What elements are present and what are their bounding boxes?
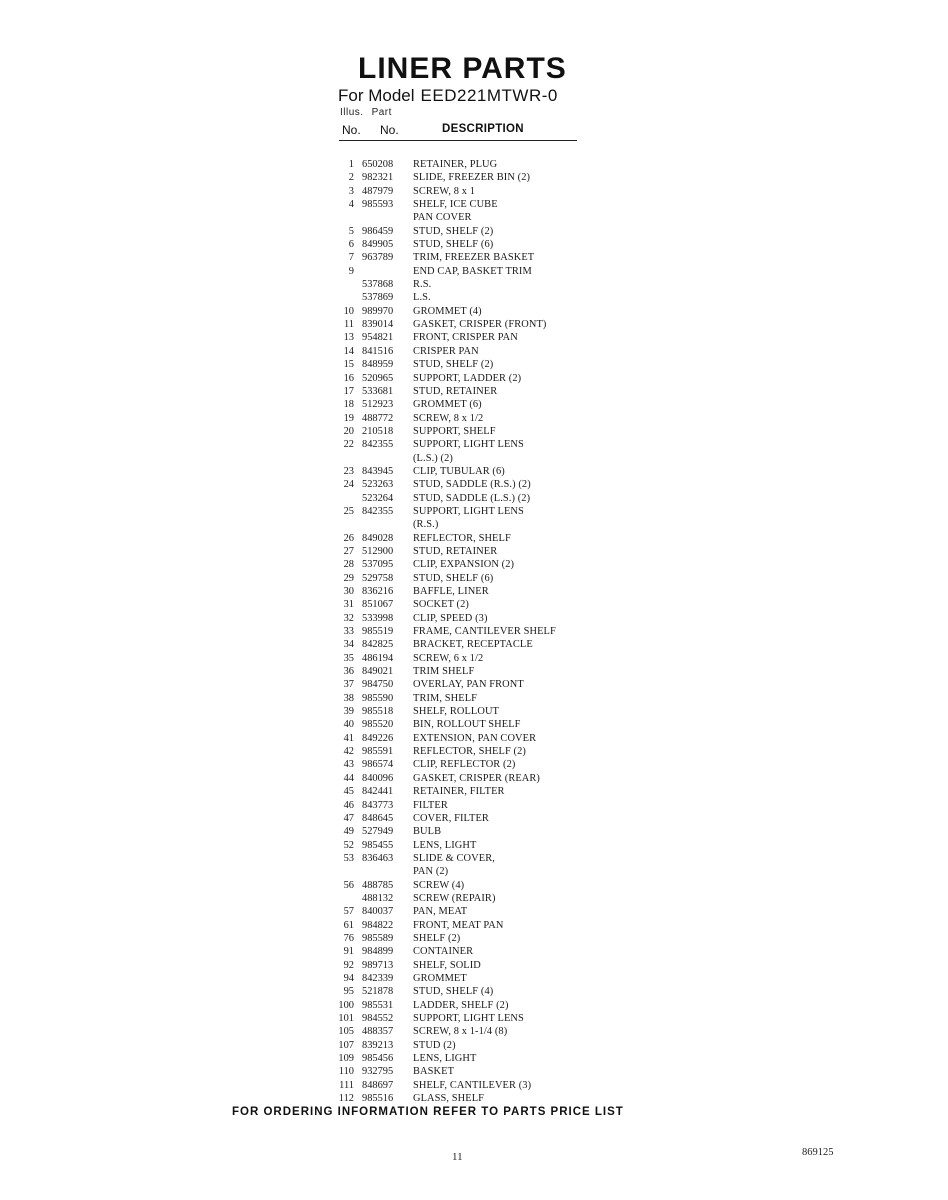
parts-row	[336, 465, 596, 478]
part-no-cell: 985593	[362, 199, 394, 211]
part-no-cell: 849028	[362, 532, 394, 544]
parts-row	[336, 999, 596, 1012]
part-no-cell	[362, 211, 413, 224]
illus-no-cell	[336, 865, 362, 878]
illus-no-cell: 39	[343, 706, 354, 718]
illus-no-cell: 107	[338, 1039, 354, 1051]
description-cell: (R.S.)	[413, 519, 439, 531]
part-no-cell: 985520	[362, 719, 394, 731]
illus-no-cell	[336, 518, 362, 531]
description-cell: CLIP, REFLECTOR (2)	[413, 759, 516, 771]
parts-row	[336, 745, 596, 758]
parts-row	[336, 385, 596, 398]
parts-row	[336, 305, 596, 318]
description-cell: SHELF, ROLLOUT	[413, 706, 500, 718]
description-cell: LADDER, SHELF (2)	[413, 999, 509, 1011]
description-cell: SUPPORT, LIGHT LENS	[413, 1013, 524, 1024]
description-cell: REFLECTOR, SHELF (2)	[413, 746, 526, 758]
model-subtitle	[338, 86, 558, 106]
parts-row	[336, 238, 596, 251]
illus-no-cell: 42	[343, 746, 354, 758]
part-no-cell: 650208	[362, 159, 394, 170]
part-no-cell: 840037	[362, 906, 394, 918]
description-cell: GASKET, CRISPER (FRONT)	[413, 319, 547, 331]
parts-row	[336, 278, 596, 291]
illus-no-cell: 3	[348, 185, 354, 197]
illus-no-cell: 1	[348, 159, 354, 170]
parts-row	[336, 892, 596, 905]
description-header: DESCRIPTION	[442, 123, 524, 135]
description-cell: SCREW (REPAIR)	[413, 892, 496, 904]
parts-row	[336, 732, 596, 745]
part-no-cell	[362, 265, 413, 278]
description-cell: (L.S.) (2)	[413, 452, 453, 464]
description-cell: FRONT, MEAT PAN	[413, 919, 504, 931]
illus-no-cell: 41	[343, 732, 354, 744]
part-no-cell: 488772	[362, 412, 394, 424]
description-cell: SUPPORT, LADDER (2)	[413, 372, 522, 384]
illus-no-cell: 14	[343, 345, 354, 357]
description-cell: STUD, SHELF (6)	[413, 572, 494, 584]
part-no-cell	[362, 452, 413, 465]
parts-row	[336, 758, 596, 771]
part-no-cell: 849905	[362, 239, 394, 251]
description-cell: L.S.	[413, 292, 431, 304]
part-no-cell: 982321	[362, 172, 394, 184]
parts-row	[336, 492, 596, 505]
illus-no-cell: 15	[343, 359, 354, 371]
parts-row	[336, 478, 596, 491]
part-no-cell: 840096	[362, 772, 394, 784]
parts-row	[336, 331, 596, 344]
part-no-cell: 849021	[362, 666, 394, 678]
part-no-cell: 985589	[362, 932, 394, 944]
illus-no-cell: 56	[343, 879, 354, 891]
parts-row	[336, 772, 596, 785]
description-cell: RETAINER, FILTER	[413, 786, 505, 798]
description-cell: OVERLAY, PAN FRONT	[413, 679, 524, 691]
part-no-cell: 848959	[362, 359, 394, 371]
description-cell: SUPPORT, SHELF	[413, 425, 496, 437]
illus-no-cell: 49	[343, 826, 354, 838]
parts-list	[336, 158, 596, 1105]
parts-row	[336, 959, 596, 972]
description-cell: EXTENSION, PAN COVER	[413, 732, 537, 744]
parts-row	[336, 839, 596, 852]
description-cell: SLIDE, FREEZER BIN (2)	[413, 172, 531, 184]
description-cell: RETAINER, PLUG	[413, 159, 498, 170]
part-no-cell: 989970	[362, 305, 394, 317]
parts-row	[336, 452, 596, 465]
description-cell: STUD, SADDLE (R.S.) (2)	[413, 479, 531, 491]
part-no-cell: 533998	[362, 612, 394, 624]
illus-label: Illus.	[340, 107, 364, 118]
part-no-cell: 985455	[362, 839, 394, 851]
description-cell: STUD, SHELF (4)	[413, 986, 494, 998]
parts-row	[336, 919, 596, 932]
illus-no-header: No.	[342, 123, 361, 137]
illus-no-cell: 111	[339, 1079, 354, 1091]
illus-no-cell: 38	[343, 692, 354, 704]
description-cell: CRISPER PAN	[413, 345, 479, 357]
part-no-cell: 984822	[362, 919, 394, 931]
description-cell: STUD (2)	[413, 1039, 456, 1051]
illus-no-cell: 57	[343, 906, 354, 918]
description-cell: SCREW, 8 x 1	[413, 185, 476, 197]
parts-row	[336, 985, 596, 998]
description-cell: BIN, ROLLOUT SHELF	[413, 719, 521, 731]
description-cell: CLIP, EXPANSION (2)	[413, 559, 515, 571]
parts-row	[336, 905, 596, 918]
parts-row	[336, 265, 596, 278]
illus-no-cell	[336, 211, 362, 224]
header-divider	[339, 140, 577, 141]
illus-no-cell: 18	[343, 399, 354, 411]
description-cell: TRIM, SHELF	[413, 692, 478, 704]
model-number: EED221MTWR-0	[420, 86, 558, 105]
description-cell: TRIM SHELF	[413, 666, 475, 678]
part-no-cell: 537869	[362, 292, 394, 304]
illus-no-cell: 61	[343, 919, 354, 931]
part-no-cell: 954821	[362, 332, 394, 344]
part-no-cell: 986459	[362, 225, 394, 237]
description-cell: BASKET	[413, 1066, 455, 1078]
description-cell: PAN (2)	[413, 866, 449, 878]
part-no-cell: 985519	[362, 626, 394, 638]
illus-no-cell: 10	[343, 305, 354, 317]
part-no-cell: 512923	[362, 399, 394, 411]
parts-row	[336, 198, 596, 211]
illus-no-cell: 33	[343, 626, 354, 638]
part-no-cell: 487979	[362, 185, 394, 197]
illus-no-cell: 13	[343, 332, 354, 344]
part-no-cell: 839014	[362, 319, 394, 331]
illus-no-cell: 101	[338, 1013, 354, 1024]
parts-row	[336, 358, 596, 371]
parts-row	[336, 291, 596, 304]
part-no-cell: 932795	[362, 1066, 394, 1078]
parts-row	[336, 532, 596, 545]
illus-no-cell: 29	[343, 572, 354, 584]
part-no-cell: 841516	[362, 345, 394, 357]
parts-row	[336, 171, 596, 184]
part-no-cell: 985518	[362, 706, 394, 718]
parts-row	[336, 825, 596, 838]
part-no-cell: 984750	[362, 679, 394, 691]
illus-no-cell	[336, 291, 362, 304]
illus-no-cell: 32	[343, 612, 354, 624]
description-cell: CLIP, TUBULAR (6)	[413, 465, 505, 477]
parts-row	[336, 678, 596, 691]
parts-row	[336, 425, 596, 438]
description-cell: GLASS, SHELF	[413, 1093, 485, 1105]
description-cell: STUD, SHELF (2)	[413, 359, 494, 371]
description-cell: CONTAINER	[413, 946, 474, 958]
part-no-cell: 851067	[362, 599, 394, 611]
parts-row	[336, 812, 596, 825]
part-no-cell: 986574	[362, 759, 394, 771]
illus-no-cell: 31	[343, 599, 354, 611]
part-no-cell: 989713	[362, 959, 394, 971]
illus-no-cell: 43	[343, 759, 354, 771]
illus-no-cell	[336, 492, 362, 505]
description-cell: TRIM, FREEZER BASKET	[413, 252, 535, 264]
illus-no-cell: 92	[343, 959, 354, 971]
parts-row	[336, 251, 596, 264]
parts-row	[336, 652, 596, 665]
illus-no-cell: 91	[343, 946, 354, 958]
parts-row	[336, 345, 596, 358]
part-no-cell: 842441	[362, 786, 394, 798]
parts-row	[336, 1065, 596, 1078]
description-cell: LENS, LIGHT	[413, 1053, 477, 1065]
illus-no-cell: 4	[348, 199, 354, 211]
part-no-cell: 848697	[362, 1079, 394, 1091]
description-cell: SUPPORT, LIGHT LENS	[413, 439, 524, 451]
parts-row	[336, 1025, 596, 1038]
parts-row	[336, 505, 596, 518]
part-no-cell: 985516	[362, 1093, 394, 1105]
part-no-cell: 985456	[362, 1053, 394, 1065]
parts-row	[336, 585, 596, 598]
column-group-label	[340, 107, 392, 118]
parts-row	[336, 692, 596, 705]
parts-row	[336, 545, 596, 558]
parts-row	[336, 879, 596, 892]
illus-no-cell: 28	[343, 559, 354, 571]
description-cell: SHELF, SOLID	[413, 959, 481, 971]
illus-no-cell: 34	[343, 639, 354, 651]
part-no-cell: 842355	[362, 439, 394, 451]
document-number: 869125	[802, 1147, 834, 1158]
page-number: 11	[452, 1151, 463, 1163]
part-no-cell: 488785	[362, 879, 394, 891]
parts-row	[336, 318, 596, 331]
description-cell: R.S.	[413, 279, 432, 291]
parts-row	[336, 185, 596, 198]
illus-no-cell: 45	[343, 786, 354, 798]
model-prefix: For Model	[338, 86, 415, 105]
part-no-cell: 210518	[362, 425, 394, 437]
illus-no-cell: 94	[343, 972, 354, 984]
illus-no-cell: 76	[343, 932, 354, 944]
description-cell: STUD, SADDLE (L.S.) (2)	[413, 492, 531, 504]
description-cell: COVER, FILTER	[413, 812, 489, 824]
part-no-cell: 843773	[362, 799, 394, 811]
part-no-cell: 984899	[362, 946, 394, 958]
ordering-notice: FOR ORDERING INFORMATION REFER TO PARTS PRICE LIST	[232, 1106, 624, 1118]
description-cell: GROMMET	[413, 972, 467, 984]
illus-no-cell: 26	[343, 532, 354, 544]
description-cell: SCREW, 6 x 1/2	[413, 652, 484, 664]
illus-no-cell: 52	[343, 839, 354, 851]
illus-no-cell: 110	[338, 1066, 354, 1078]
parts-row	[336, 438, 596, 451]
parts-row	[336, 225, 596, 238]
illus-no-cell: 44	[343, 772, 354, 784]
description-cell: CLIP, SPEED (3)	[413, 612, 488, 624]
part-no-cell: 842339	[362, 972, 394, 984]
description-cell: SOCKET (2)	[413, 599, 469, 611]
parts-row	[336, 945, 596, 958]
illus-no-cell: 11	[343, 319, 354, 331]
part-no-cell: 843945	[362, 465, 394, 477]
parts-row	[336, 598, 596, 611]
parts-row	[336, 372, 596, 385]
part-no-cell	[362, 518, 413, 531]
part-no-cell: 520965	[362, 372, 394, 384]
parts-row	[336, 558, 596, 571]
parts-row	[336, 1039, 596, 1052]
illus-no-cell: 100	[338, 999, 354, 1011]
parts-row	[336, 665, 596, 678]
part-no-cell	[362, 865, 413, 878]
illus-no-cell: 27	[343, 545, 354, 557]
parts-row	[336, 412, 596, 425]
part-no-cell: 839213	[362, 1039, 394, 1051]
description-cell: GROMMET (4)	[413, 305, 482, 317]
parts-row	[336, 799, 596, 812]
parts-row	[336, 518, 596, 531]
part-no-cell: 486194	[362, 652, 394, 664]
description-cell: SHELF (2)	[413, 932, 461, 944]
parts-row	[336, 972, 596, 985]
parts-row	[336, 625, 596, 638]
parts-row	[336, 638, 596, 651]
part-no-cell: 537868	[362, 279, 394, 291]
illus-no-cell: 22	[343, 439, 354, 451]
parts-row	[336, 852, 596, 865]
illus-no-cell: 19	[343, 412, 354, 424]
description-cell: REFLECTOR, SHELF	[413, 532, 511, 544]
illus-no-cell	[336, 278, 362, 291]
part-no-cell: 985591	[362, 746, 394, 758]
parts-row	[336, 398, 596, 411]
description-cell: FRAME, CANTILEVER SHELF	[413, 626, 556, 638]
description-cell: LENS, LIGHT	[413, 839, 477, 851]
description-cell: FRONT, CRISPER PAN	[413, 332, 518, 344]
illus-no-cell: 16	[343, 372, 354, 384]
illus-no-cell: 109	[338, 1053, 354, 1065]
part-no-cell: 985590	[362, 692, 394, 704]
illus-no-cell: 53	[343, 852, 354, 864]
parts-row	[336, 705, 596, 718]
description-cell: STUD, RETAINER	[413, 385, 498, 397]
parts-row	[336, 785, 596, 798]
description-cell: STUD, SHELF (2)	[413, 225, 494, 237]
illus-no-cell: 95	[343, 986, 354, 998]
part-no-cell: 523264	[362, 492, 394, 504]
parts-row	[336, 865, 596, 878]
part-no-cell: 836216	[362, 586, 394, 597]
illus-no-cell: 40	[343, 719, 354, 731]
illus-no-cell: 25	[343, 505, 354, 517]
description-cell: SHELF, ICE CUBE	[413, 199, 498, 211]
illus-no-cell: 105	[338, 1026, 354, 1038]
part-no-cell: 963789	[362, 252, 394, 264]
parts-row	[336, 1079, 596, 1092]
illus-no-cell: 37	[343, 679, 354, 691]
illus-no-cell: 9	[348, 265, 354, 277]
illus-no-cell: 35	[343, 652, 354, 664]
description-cell: SHELF, CANTILEVER (3)	[413, 1079, 532, 1091]
part-no-cell: 836463	[362, 852, 394, 864]
illus-no-cell: 23	[343, 465, 354, 477]
parts-row	[336, 1012, 596, 1025]
description-cell: BULB	[413, 826, 442, 838]
part-no-cell: 848645	[362, 812, 394, 824]
illus-no-cell: 5	[348, 225, 354, 237]
illus-no-cell: 112	[338, 1093, 354, 1105]
illus-no-cell: 47	[343, 812, 354, 824]
part-no-cell: 512900	[362, 545, 394, 557]
part-no-cell: 537095	[362, 559, 394, 571]
illus-no-cell: 46	[343, 799, 354, 811]
description-cell: GASKET, CRISPER (REAR)	[413, 772, 540, 784]
description-cell: SCREW, 8 x 1-1/4 (8)	[413, 1026, 508, 1038]
parts-row	[336, 1092, 596, 1105]
part-no-cell: 527949	[362, 826, 394, 838]
description-cell: SCREW (4)	[413, 879, 465, 891]
illus-no-cell: 7	[348, 252, 354, 264]
illus-no-cell: 20	[343, 425, 354, 437]
parts-row	[336, 158, 596, 171]
description-cell: PAN, MEAT	[413, 906, 468, 918]
part-no-cell: 849226	[362, 732, 394, 744]
parts-row	[336, 612, 596, 625]
part-no-cell: 488132	[362, 892, 394, 904]
illus-no-cell: 30	[343, 586, 354, 597]
parts-row	[336, 572, 596, 585]
illus-no-cell	[336, 452, 362, 465]
parts-row	[336, 211, 596, 224]
part-label: Part	[371, 107, 392, 118]
part-no-cell: 533681	[362, 385, 394, 397]
part-no-cell: 985531	[362, 999, 394, 1011]
description-cell: SCREW, 8 x 1/2	[413, 412, 484, 424]
illus-no-cell: 17	[343, 385, 354, 397]
description-cell: SUPPORT, LIGHT LENS	[413, 505, 524, 517]
part-no-cell: 842355	[362, 505, 394, 517]
part-no-cell: 523263	[362, 479, 394, 491]
description-cell: SLIDE & COVER,	[413, 852, 495, 864]
parts-row	[336, 1052, 596, 1065]
parts-row	[336, 718, 596, 731]
illus-no-cell: 24	[343, 479, 354, 491]
part-no-cell: 842825	[362, 639, 394, 651]
part-no-cell: 529758	[362, 572, 394, 584]
page-title: LINER PARTS	[358, 52, 567, 85]
part-no-header: No.	[380, 123, 399, 137]
illus-no-cell: 2	[348, 172, 354, 184]
parts-row	[336, 932, 596, 945]
illus-no-cell: 36	[343, 666, 354, 678]
description-cell: STUD, RETAINER	[413, 545, 498, 557]
description-cell: FILTER	[413, 799, 448, 811]
illus-no-cell	[336, 892, 362, 905]
illus-no-cell: 6	[348, 239, 354, 251]
part-no-cell: 488357	[362, 1026, 394, 1038]
description-cell: END CAP, BASKET TRIM	[413, 265, 532, 277]
part-no-cell: 984552	[362, 1013, 394, 1024]
description-cell: STUD, SHELF (6)	[413, 239, 494, 251]
description-cell: GROMMET (6)	[413, 399, 482, 411]
description-cell: PAN COVER	[413, 212, 472, 224]
description-cell: BRACKET, RECEPTACLE	[413, 639, 533, 651]
description-cell: BAFFLE, LINER	[413, 586, 489, 597]
part-no-cell: 521878	[362, 986, 394, 998]
